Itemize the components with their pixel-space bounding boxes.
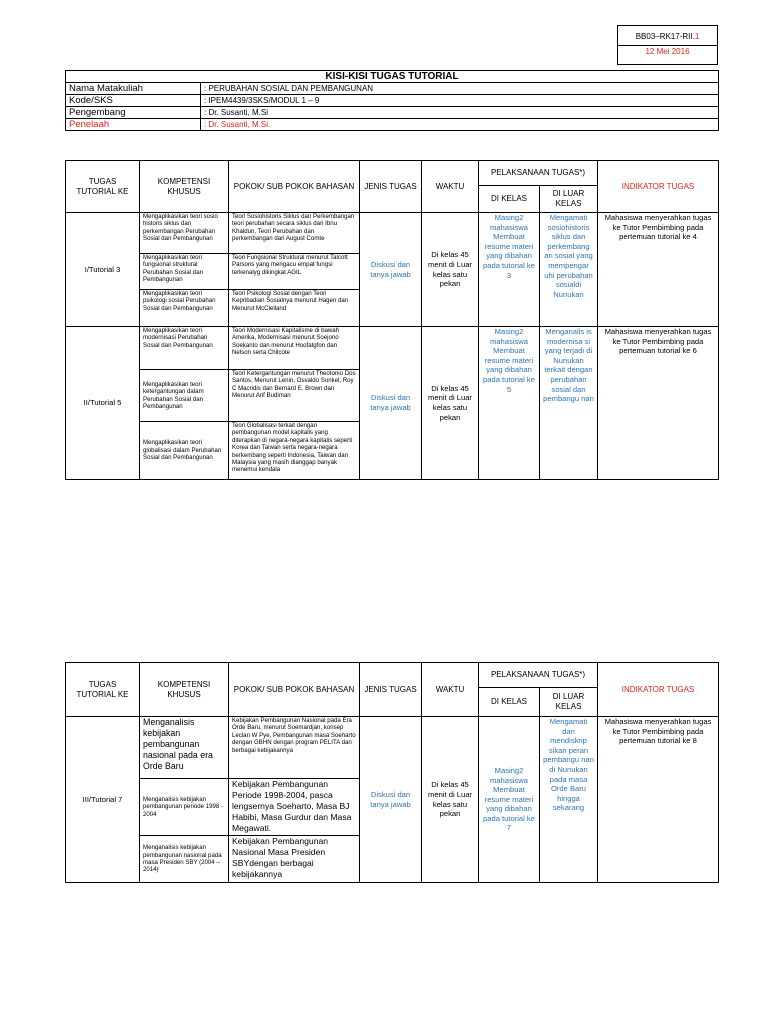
waktu-cell: Di kelas 45 menit di Luar kelas satu pekan xyxy=(422,327,479,480)
tutorial-label: III/Tutorial 7 xyxy=(66,717,140,883)
header-waktu: WAKTU xyxy=(422,663,479,717)
table-row xyxy=(66,327,719,370)
info-value-developer: : Dr. Susanti, M.Si xyxy=(201,107,719,119)
header-tugas: TUGAS TUTORIAL KE xyxy=(66,161,140,213)
document-code-box xyxy=(617,25,718,65)
kompetensi-cell: Mengaplikasikan teori sosio historis siklus dan perkembangan Perubahan Sosial dan Pembangunan xyxy=(140,213,229,254)
header-di-kelas: DI KELAS xyxy=(479,186,540,213)
header-waktu: WAKTU xyxy=(422,161,479,213)
pokok-cell: Teori Modernisasi Kapitalisme di bawah Amerika, Modernisasi menurut Soejono Soekanto dan menurut Hoofatgfon dan Nelson serta Chilcote xyxy=(229,327,360,370)
di-luar-cell: Menganalis is modernisa si yang terjadi di Nunukan terkait dengan perubahan sosial dan pembangu nan xyxy=(540,327,598,480)
header-jenis: JENIS TUGAS xyxy=(360,161,422,213)
jenis-cell: Diskusi dan tanya jawab xyxy=(360,717,422,883)
header-di-kelas: DI KELAS xyxy=(479,688,540,717)
kompetensi-cell: Mengaplikasikan teori psikologi sosial Perubahan Sosial dan Pembangunan xyxy=(140,290,229,327)
info-value-reviewer: : Dr. Susanti, M.Si. xyxy=(201,119,719,131)
info-label-course: Nama Matakuliah xyxy=(66,83,201,95)
header-di-luar: DI LUAR KELAS xyxy=(540,688,598,717)
header-pelaksanaan: PELAKSANAAN TUGAS*) xyxy=(479,663,598,688)
header-tugas: TUGAS TUTORIAL KE xyxy=(66,663,140,717)
table-row xyxy=(66,717,719,779)
header-pokok: POKOK/ SUB POKOK BAHASAN xyxy=(229,663,360,717)
pokok-cell: Teori Sosiohistoris Siklus dan Perkembangan teori perubahan secara siklus dari Ibnu Khaldun, Teori Perubahan dan perkembangan dari August Comte xyxy=(229,213,360,254)
doc-date: 12 Mei 2016 xyxy=(645,47,690,56)
di-kelas-cell: Masing2 mahasiswa Membuat resume materi yang dibahan pada tutorial ke 3 xyxy=(479,213,540,327)
tutorial-label: I/Tutorial 3 xyxy=(66,213,140,327)
pokok-cell: Teori Fungsional Struktural menurut Talcott Parsons yang mengacu empat fungsi terkenalyg dikingkat AGIL xyxy=(229,254,360,290)
info-value-code: : IPEM4439/3SKS/MODUL 1 – 9 xyxy=(201,95,719,107)
pokok-cell: Teori Globalisasi terkait dengan pembangunan model kapitalis yang diterapkan di negara-negara kapitalis seperti Korea dan Taiwan serta negara-negara berkembang seperti Indonesia, Taiwan dan Malaysia yang masih dianggap banyak menemui kendala xyxy=(229,422,360,480)
kompetensi-cell: Mengaplikasikan teori fungsional struktural Perubahan Sosial dan Pembangunan xyxy=(140,254,229,290)
doc-code: BB03–RK17-RII. xyxy=(635,32,695,41)
header-di-luar: DI LUAR KELAS xyxy=(540,186,598,213)
indikator-cell: Mahasiswa menyerahkan tugas ke Tutor Pembimbing pada pertemuan tutorial ke 4 xyxy=(598,213,719,327)
kompetensi-cell: Menganalisis kebijakan pembangunan nasional pada era Orde Baru xyxy=(140,717,229,779)
jenis-cell: Diskusi dan tanya jawab xyxy=(360,213,422,327)
info-label-reviewer: Penelaah xyxy=(66,119,201,131)
header-kompetensi: KOMPETENSI KHUSUS xyxy=(140,161,229,213)
header-pelaksanaan: PELAKSANAAN TUGAS*) xyxy=(479,161,598,186)
header-jenis: JENIS TUGAS xyxy=(360,663,422,717)
info-label-code: Kode/SKS xyxy=(66,95,201,107)
kompetensi-cell: Menganalisis kebijakan pembangunan nasional pada masa Presiden SBY (2004 – 2014) xyxy=(140,836,229,883)
table-row xyxy=(66,213,719,254)
di-luar-cell: Mengamati dan mendiskrip sikan peran pembangu nan di Nunukan pada masa Orde Baru hingga sekarang xyxy=(540,717,598,883)
di-luar-cell: Mengamati sosiohistoris siklus dan perkembang an sosial yang mempengar uhi perubahan sosialdi Nunukan xyxy=(540,213,598,327)
kompetensi-cell: Mengaplikasikan teori modernisasi Perubahan Sosial dan Pembangunan xyxy=(140,327,229,370)
kompetensi-cell: Mengaplikasikan teori globalisasi dalam Perubahan Sosial dan Pembangunan xyxy=(140,422,229,480)
tutorial-label: II/Tutorial 5 xyxy=(66,327,140,480)
indikator-cell: Mahasiswa menyerahkan tugas ke Tutor Pembimbing pada pertemuan tutorial ke 6 xyxy=(598,327,719,480)
doc-code-num: 1 xyxy=(694,32,700,41)
pokok-cell: Teori Psikologi Sosial dengan Teori Kepribadian Sosialnya menurut Hagen dan Menurut McClelland xyxy=(229,290,360,327)
pokok-cell: Teori Ketergantungan menurut Theotonio Dos Santos, Menurut Lenin, Osvaldo Sunkel, Roy C Macridis dan Bernard E. Brown dan Menurut Arif Budiman xyxy=(229,370,360,422)
pokok-cell: Kebijakan Pembangunan Nasional pada Era Orde Baru, menurut Soemardjan, konsep Leclan W Pye, Pembangunan masa Soeharto dengan GBHN dengan program PELITA dan berbagai kebijakannya xyxy=(229,717,360,779)
di-kelas-cell: Masing2 mahasiswa Membuat resume materi yang dibahan pada tutorial ke 5 xyxy=(479,327,540,480)
waktu-cell: Di kelas 45 menit di Luar kelas satu pekan xyxy=(422,213,479,327)
di-kelas-cell: Masing2 mahasiswa Membuat resume materi yang dibahan pada tutorial ke 7 xyxy=(479,717,540,883)
jenis-cell: Diskusi dan tanya jawab xyxy=(360,327,422,480)
header-indikator: INDIKATOR TUGAS xyxy=(598,663,719,717)
header-indikator: INDIKATOR TUGAS xyxy=(598,161,719,213)
pokok-cell: Kebijakan Pembangunan Nasional Masa Presiden SBYdengan berbagai kebijakannya xyxy=(229,836,360,883)
tutorial-table-2 xyxy=(65,662,719,883)
indikator-cell: Mahasiswa menyerahkan tugas ke Tutor Pembimbing pada pertemuan tutorial ke 8 xyxy=(598,717,719,883)
header-pokok: POKOK/ SUB POKOK BAHASAN xyxy=(229,161,360,213)
waktu-cell: Di kelas 45 menit di Luar kelas satu pekan xyxy=(422,717,479,883)
info-value-course: : PERUBAHAN SOSIAL DAN PEMBANGUNAN xyxy=(201,83,719,95)
kompetensi-cell: Mengaplikasikan teori ketergantungan dalam Perubahan Sosial dan Pembangunan xyxy=(140,370,229,422)
info-label-developer: Pengembang xyxy=(66,107,201,119)
tutorial-table-1 xyxy=(65,160,719,480)
header-kompetensi: KOMPETENSI KHUSUS xyxy=(140,663,229,717)
course-info-table xyxy=(65,70,719,131)
pokok-cell: Kebijakan Pembangunan Periode 1998-2004, pasca lengsernya Soeharto, Masa BJ Habibi, Masa Gurdur dan Masa Megawati. xyxy=(229,779,360,836)
kompetensi-cell: Menganalisis kebijakan pembangunan periode 1998 - 2004 xyxy=(140,779,229,836)
document-title: KISI-KISI TUGAS TUTORIAL xyxy=(66,71,719,83)
